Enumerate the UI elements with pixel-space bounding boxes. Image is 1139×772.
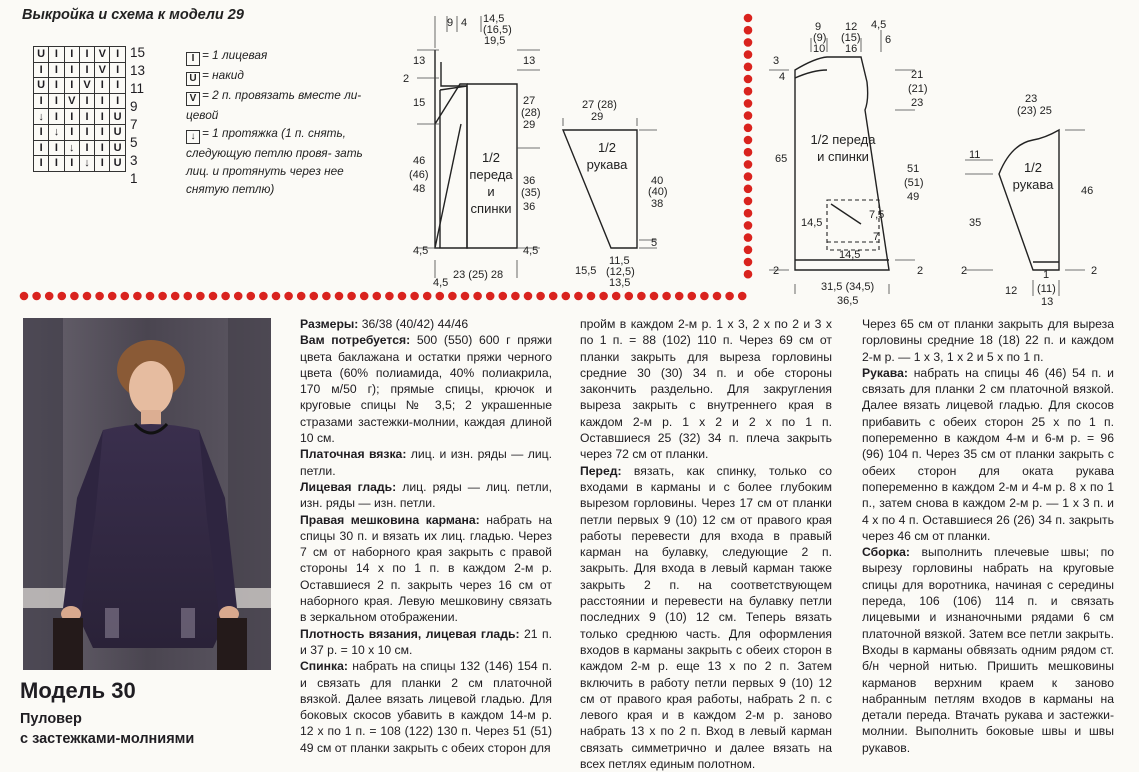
chart-cell: I xyxy=(64,62,79,78)
separator-dot xyxy=(625,292,634,301)
pocket-dim-14-5b: 14,5 xyxy=(839,249,861,261)
sleeve2-dim-13: 13 xyxy=(1041,296,1054,308)
dim-9b: (9) xyxy=(813,32,827,44)
chart-row-number: 5 xyxy=(130,135,138,150)
legend-symbol: V xyxy=(186,92,200,106)
article-text: вязать, как спинку, только со входами в карманы и с более глубоким вырезом горловины. Через 17 см от планки петли первых 9 (10) 12 см от правого края работы перевести для входа в правый карман на булавку, следующие 2 п. закрыть. Для входа в левый карман также закрыть 2 п. на соответствующем расстоянии и перевести на булавку петли последних 9 (10) 12 см. Теперь вязать только среднюю часть. Для оформления входов в карманы закрыть с обеих сторон в каждом 2-м р. еще 13 х по 2 п. Затем включить в работу петли первых 9 (10) 12 см от правого края работы, набрать 2 п. с левого края и в каждом 2-м р. заново набрать 13 х по 2 п. Вход в левый карман связать симметрично и далее вязать на всех петлях единым полотном. xyxy=(580,463,832,772)
chart-cell: U xyxy=(110,156,125,172)
article-paragraph xyxy=(862,316,1114,365)
dim-4-5: 4,5 xyxy=(871,19,887,31)
separator-dot xyxy=(322,292,331,301)
chart-cell: I xyxy=(34,93,49,109)
separator-dot xyxy=(473,292,482,301)
article-heading: Плотность вязания, лицевая гладь: xyxy=(300,626,520,641)
chart-cell: I xyxy=(49,140,64,156)
separator-dot xyxy=(410,292,419,301)
chart-cell: U xyxy=(110,124,125,140)
article-heading: Спинка: xyxy=(300,659,348,674)
separator-dot xyxy=(650,292,659,301)
sleeve2-dim-left-2: 2 xyxy=(961,265,968,277)
chart-row-number: 13 xyxy=(130,63,146,78)
chart-cell: I xyxy=(34,156,49,172)
article-heading: Платочная вязка: xyxy=(300,447,407,462)
separator-dot xyxy=(700,292,709,301)
separator-dot xyxy=(108,292,117,301)
dim-right-29: 29 xyxy=(523,119,536,131)
chart-cell: I xyxy=(34,124,49,140)
dim-top-9: 9 xyxy=(446,17,454,29)
separator-dot xyxy=(744,209,753,218)
separator-dot xyxy=(587,292,596,301)
article-paragraph xyxy=(300,658,552,756)
chart-cell: I xyxy=(49,47,64,63)
chart-cell: I xyxy=(79,124,94,140)
separator-dot xyxy=(599,292,608,301)
separator-dot xyxy=(486,292,495,301)
legend-text: = накид xyxy=(202,68,244,82)
separator-dot xyxy=(675,292,684,301)
separator-dot xyxy=(196,292,205,301)
separator-dot xyxy=(423,292,432,301)
dim-top-4: 4 xyxy=(461,17,468,29)
chart-cell: I xyxy=(110,93,125,109)
chart-cell: U xyxy=(34,47,49,63)
dim-21: 21 xyxy=(911,69,924,81)
chart-cell: I xyxy=(49,62,64,78)
article-heading: Сборка: xyxy=(862,545,910,560)
chart-cell: I xyxy=(64,47,79,63)
chart-cell: V xyxy=(95,62,110,78)
sleeve2-label-2: рукава xyxy=(1012,177,1054,192)
article-text: пройм в каждом 2-м р. 1 х 3, 2 х по 2 и 3 х по 1 п. = 88 (102) 110 п. Через 69 см от планки закрыть для выреза горловины средние 30 (30) 34 п. и обе стороны закончить раздельно. Для закругления выреза закрыть с внутреннего края в каждом 2-м р. 1 х 2 и 2 х по 1 п. Оставшиеся 25 (32) 34 п. плеча закрыть через 72 см от планки. xyxy=(580,317,832,462)
separator-dot xyxy=(70,292,79,301)
article-paragraph xyxy=(300,512,552,626)
chart-cell: I xyxy=(79,93,94,109)
sleeve-dim-top: 27 (28) xyxy=(582,99,617,111)
separator-dot xyxy=(744,246,753,255)
separator-dot xyxy=(744,124,753,133)
separator-dot xyxy=(744,14,753,23)
dim-49: 49 xyxy=(907,191,920,203)
dim-65: 65 xyxy=(775,153,788,165)
separator-dot xyxy=(744,197,753,206)
dim-51b: (51) xyxy=(904,177,924,189)
separator-dot xyxy=(744,26,753,35)
article-text: 21 п. и 37 р. = 10 х 10 см. xyxy=(300,626,552,657)
article-heading: Размеры: xyxy=(300,317,359,331)
piece-30-label-1: 1/2 переда xyxy=(810,132,876,147)
separator-dot xyxy=(385,292,394,301)
dim-4: 4 xyxy=(779,71,786,83)
dim-right-35: (35) xyxy=(521,187,541,199)
chart-cell: I xyxy=(64,109,79,125)
chart-cell: I xyxy=(64,156,79,172)
dim-15: (15) xyxy=(841,32,861,44)
chart-cell: U xyxy=(110,140,125,156)
separator-dot xyxy=(234,292,243,301)
model-subtitle-line1: Пуловер xyxy=(20,711,82,727)
chart-cell: V xyxy=(95,47,110,63)
separator-dot xyxy=(524,292,533,301)
dim-left-48: 48 xyxy=(413,183,426,195)
sleeve2-dim-23: 23 xyxy=(1025,93,1038,105)
chart-cell: ↓ xyxy=(49,124,64,140)
separator-dot xyxy=(272,292,281,301)
legend-symbol: I xyxy=(186,52,200,66)
article-paragraph xyxy=(300,316,552,332)
legend-text: = 2 п. провязать вместе ли- цевой xyxy=(186,88,362,122)
piece-label-line4: спинки xyxy=(470,201,512,216)
dim-left-2: 2 xyxy=(773,265,780,277)
dim-top-19-5: 19,5 xyxy=(484,35,506,47)
sleeve-label-1: 1/2 xyxy=(597,140,617,155)
chart-cell: I xyxy=(95,156,110,172)
separator-dot xyxy=(310,292,319,301)
separator-dot xyxy=(744,111,753,120)
dim-left-46: 46 xyxy=(413,155,426,167)
chart-row-number: 1 xyxy=(130,171,138,186)
model-subtitle-line2: с застежками-молниями xyxy=(20,731,195,747)
dim-51: 51 xyxy=(907,163,920,175)
chart-cell: I xyxy=(34,140,49,156)
separator-dot xyxy=(744,160,753,169)
separator-dot xyxy=(133,292,142,301)
separator-dot xyxy=(121,292,130,301)
separator-dot xyxy=(398,292,407,301)
separator-dot xyxy=(744,99,753,108)
piece-label-line3: и xyxy=(487,184,495,199)
model-title: Модель 30 xyxy=(20,678,136,703)
article-heading: Вам потребуется: xyxy=(300,333,411,348)
separator-dot xyxy=(744,172,753,181)
article-text: набрать на спицы 30 п. и вязать их лиц. гладью. Через 7 см от наборного края закрыть с правой стороны 14 х по 1 п. в каждом 2-м р. Оставшиеся 2 п. закрыть через 16 см от наборного края. Левую мешковину связать в зеркальном отображении. xyxy=(300,512,552,625)
model-photo xyxy=(23,318,271,670)
separator-dot xyxy=(744,136,753,145)
chart-row-number: 9 xyxy=(130,99,138,114)
separator-dot xyxy=(744,87,753,96)
dim-right-28: (28) xyxy=(521,107,541,119)
article-text: Через 65 см от планки закрыть для выреза горловины средние 18 (18) 22 п. и каждом 2-м р. — 1 х 3, 1 х 2 и 5 х по 1 п. xyxy=(862,317,1114,364)
separator-dot xyxy=(713,292,722,301)
separator-dot xyxy=(83,292,92,301)
separator-dot xyxy=(744,50,753,59)
dim-bottom-4-5: 4,5 xyxy=(433,277,449,289)
article-column-3 xyxy=(862,316,1114,756)
separator-dot xyxy=(637,292,646,301)
sleeve-dim-38: 38 xyxy=(651,198,664,210)
sleeve-dim-40: 40 xyxy=(651,175,664,187)
dim-left-15: 15 xyxy=(413,97,426,109)
chart-cell: I xyxy=(49,93,64,109)
chart-cell: I xyxy=(64,78,79,94)
separator-dot xyxy=(158,292,167,301)
separator-dot xyxy=(259,292,268,301)
dim-left-46b: (46) xyxy=(409,169,429,181)
separator-dot xyxy=(20,292,29,301)
article-paragraph xyxy=(300,626,552,659)
piece-label-line1: 1/2 xyxy=(481,150,501,165)
separator-dot xyxy=(297,292,306,301)
separator-dot xyxy=(45,292,54,301)
separator-dot xyxy=(32,292,41,301)
chart-cell: I xyxy=(64,124,79,140)
separator-dot xyxy=(738,292,747,301)
chart-cell: I xyxy=(110,47,125,63)
separator-dot xyxy=(511,292,520,301)
separator-dot xyxy=(95,292,104,301)
chart-row-number: 15 xyxy=(130,45,146,60)
sleeve-dim-5: 5 xyxy=(651,237,658,249)
legend-text: = 1 лицевая xyxy=(202,48,268,62)
article-paragraph xyxy=(580,316,832,463)
chart-cell: I xyxy=(95,140,110,156)
chart-cell: I xyxy=(79,47,94,63)
separator-dot xyxy=(744,221,753,230)
article-paragraph xyxy=(300,446,552,479)
separator-dot xyxy=(448,292,457,301)
chart-cell: ↓ xyxy=(34,109,49,125)
dim-right-36b: 36 xyxy=(523,201,536,213)
separator-dot xyxy=(146,292,155,301)
article-text: 36/38 (40/42) 44/46 xyxy=(358,317,469,331)
chart-cell: U xyxy=(34,78,49,94)
dim-left-13: 13 xyxy=(413,55,426,67)
chart-cell: V xyxy=(64,93,79,109)
separator-dot xyxy=(562,292,571,301)
sleeve2-dim-11: 11 xyxy=(969,149,981,161)
sleeve-label-2: рукава xyxy=(586,157,628,172)
dim-9: 9 xyxy=(815,21,822,33)
chart-cell: I xyxy=(95,93,110,109)
piece-30-label-2: и спинки xyxy=(817,149,869,164)
red-dot-separators xyxy=(0,0,1139,310)
article-paragraph xyxy=(580,463,832,772)
article-heading: Правая мешковина кармана: xyxy=(300,512,480,527)
sleeve-dim-11-5: 11,5 xyxy=(609,255,630,267)
chart-row-number: 7 xyxy=(130,117,138,132)
article-heading: Лицевая гладь: xyxy=(300,479,397,494)
dim-right-2: 2 xyxy=(917,265,924,277)
sleeve2-dim-35: 35 xyxy=(969,217,982,229)
chart-cell: I xyxy=(95,78,110,94)
article-paragraph xyxy=(300,332,552,446)
dim-right-36: 36 xyxy=(523,175,536,187)
dim-top-16-5: (16,5) xyxy=(483,24,512,36)
separator-dot xyxy=(461,292,470,301)
article-text: лиц. и изн. ряды — лиц. петли. xyxy=(300,447,552,478)
dim-top-14-5: 14,5 xyxy=(483,13,505,25)
chart-cell: I xyxy=(79,140,94,156)
separator-dot xyxy=(536,292,545,301)
separator-dot xyxy=(373,292,382,301)
chart-cell: ↓ xyxy=(79,156,94,172)
separator-dot xyxy=(499,292,508,301)
dim-16: 16 xyxy=(845,43,858,55)
chart-cell: I xyxy=(79,109,94,125)
dim-bottom-left-4-5: 4,5 xyxy=(413,245,429,257)
separator-dot xyxy=(171,292,180,301)
model-subtitle xyxy=(20,709,194,749)
dim-right-13: 13 xyxy=(523,55,536,67)
dim-bottom-right-4-5: 4,5 xyxy=(523,245,539,257)
separator-dot xyxy=(335,292,344,301)
separator-dot xyxy=(549,292,558,301)
dim-width-a: 31,5 (34,5) xyxy=(821,281,875,293)
dim-12: 12 xyxy=(845,21,858,33)
chart-cell: I xyxy=(110,78,125,94)
dim-bottom-width: 23 (25) 28 xyxy=(453,269,504,281)
dim-21b: (21) xyxy=(908,83,928,95)
dim-right-27: 27 xyxy=(523,95,536,107)
dim-10: 10 xyxy=(813,43,826,55)
chart-cell: V xyxy=(79,78,94,94)
chart-row-number: 11 xyxy=(130,81,145,96)
dim-6: 6 xyxy=(885,34,892,46)
article-text: набрать на спицы 46 (46) 54 п. и связать для планки 2 см платочной вязкой. Далее вязать лицевой гладью. Для скосов прибавить с обеих сторон 25 х по 1 п. попеременно в каждом 4-м и 6-м р. = 96 (96) 104 п. Через 35 см от планки закрыть с обеих сторон для оката рукава попеременно в каждом 2-м и 4-м р. 8 х по 1 п., затем снова в каждом 2-м р. — 1 х 3 п. и 4 х по 4 п. Оставшиеся 26 (26) 34 п. закрыть через 46 см от планки. xyxy=(862,365,1114,543)
separator-dot xyxy=(360,292,369,301)
separator-dot xyxy=(662,292,671,301)
chart-row-number: 3 xyxy=(130,153,138,168)
sleeve-dim-40b: (40) xyxy=(648,186,668,198)
chart-cell: ↓ xyxy=(64,140,79,156)
separator-dot xyxy=(247,292,256,301)
separator-dot xyxy=(744,233,753,242)
pocket-dim-7: 7 xyxy=(873,231,880,243)
article-heading: Перед: xyxy=(580,463,622,478)
chart-cell: I xyxy=(34,62,49,78)
sleeve-dim-top2: 29 xyxy=(591,111,604,123)
pocket-dim-7-5: 7,5 xyxy=(869,209,885,221)
legend-symbol: U xyxy=(186,72,200,86)
pocket-dim-14-5: 14,5 xyxy=(801,217,823,229)
separator-dot xyxy=(725,292,734,301)
separator-dot xyxy=(58,292,67,301)
chart-cell: U xyxy=(110,109,125,125)
article-text: набрать на спицы 132 (146) 154 п. и связать для планки 2 см платочной вязкой. Далее вязать лицевой гладью. Для боковых скосов убавить в каждом 14-м р. 12 х по 1 п. = 108 (122) 130 п. Через 51 (51) 49 см от планки закрыть с обеих сторон для xyxy=(300,659,552,755)
sleeve2-dim-46: 46 xyxy=(1081,185,1094,197)
article-text: выполнить плечевые швы; по вырезу горловины набрать на круговые спицы для воротника, начиная с середины переда, 106 (106) 114 п. и связать лицевыми и изнаночными рядами 6 см платочной вязкой. Затем все петли закрыть. Входы в карманы обвязать одним рядом ст. б/н черной нитью. Пришить мешковины карманов верхним краем к заново набранным петлям входов в карманы на детали переда. Втачать рукава и застежки-молнии. Выполнить боковые швы и швы рукавов. xyxy=(862,545,1114,755)
sleeve2-dim-11b: (11) xyxy=(1037,283,1056,295)
chart-cell: I xyxy=(79,62,94,78)
separator-dot xyxy=(574,292,583,301)
separator-dot xyxy=(688,292,697,301)
dim-23: 23 xyxy=(911,97,924,109)
piece-label-line2: переда xyxy=(469,167,513,182)
article-paragraph xyxy=(862,365,1114,544)
chart-cell: I xyxy=(49,78,64,94)
article-paragraph xyxy=(300,479,552,512)
sleeve-dim-12-5: (12,5) xyxy=(606,266,635,278)
separator-dot xyxy=(612,292,621,301)
article-text: 500 (550) 600 г пряжи цвета баклажана и остатки пряжи черного цвета (60% полиамида, 40% полиакрила, 170 м/50 г); прямые спицы, крючок и круговые спицы № 3,5; 2 украшенные стразами застежки-молнии, каждая длиной 10 см. xyxy=(300,333,553,446)
dim-mark-2: 2 xyxy=(403,73,410,85)
legend-text: = 1 протяжка (1 п. снять, следующую петлю провя- зать лиц. и протянуть через нее снятую петлю) xyxy=(186,126,363,196)
chart-cell: I xyxy=(49,109,64,125)
separator-dot xyxy=(744,270,753,279)
separator-dot xyxy=(209,292,218,301)
sleeve-dim-15-5: 15,5 xyxy=(575,265,597,277)
article-paragraph xyxy=(862,544,1114,756)
separator-dot xyxy=(744,63,753,72)
pattern-header-title: Выкройка и схема к модели 29 xyxy=(22,7,244,23)
separator-dot xyxy=(347,292,356,301)
separator-dot xyxy=(744,185,753,194)
sleeve-dim-13-5: 13,5 xyxy=(609,277,631,289)
article-text: лиц. ряды — лиц. петли, изн. ряды — изн. петли. xyxy=(300,479,552,511)
sleeve2-label-1: 1/2 xyxy=(1023,160,1043,175)
separator-dot xyxy=(744,75,753,84)
chart-cell: I xyxy=(110,62,125,78)
sleeve2-dim-1: 1 xyxy=(1043,269,1050,281)
chart-cell: I xyxy=(95,124,110,140)
article-heading: Рукава: xyxy=(862,365,908,380)
chart-cell: I xyxy=(49,156,64,172)
article-column-1 xyxy=(300,316,552,756)
legend-symbol: ↓ xyxy=(186,130,200,144)
chart-cell: I xyxy=(95,109,110,125)
separator-dot xyxy=(744,258,753,267)
separator-dot xyxy=(284,292,293,301)
dim-3: 3 xyxy=(773,55,780,67)
separator-dot xyxy=(744,148,753,157)
separator-dot xyxy=(436,292,445,301)
article-column-2 xyxy=(580,316,832,772)
dim-width-b: 36,5 xyxy=(837,295,859,307)
separator-dot xyxy=(744,38,753,47)
sleeve2-dim-right-2: 2 xyxy=(1091,265,1098,277)
sleeve2-dim-12: 12 xyxy=(1005,285,1018,297)
separator-dot xyxy=(184,292,193,301)
separator-dot xyxy=(221,292,230,301)
sleeve2-dim-23-25: (23) 25 xyxy=(1017,105,1052,117)
